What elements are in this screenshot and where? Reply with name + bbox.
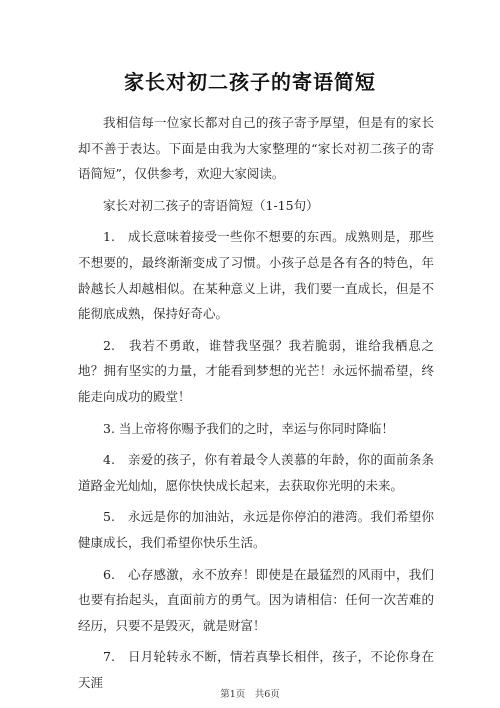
page-footer: 第1页 共6页	[220, 689, 280, 700]
quote-paragraph-2: 2. 我若不勇敢，谁替我坚强？我若脆弱，谁给我栖息之地？拥有坚实的力量，才能看到梦想的光芒！永远怀揣希望，终能走向成功的殿堂！	[78, 337, 434, 404]
document-title: 家长对初二孩子的寄语简短	[124, 70, 376, 94]
quote-paragraph-7: 7. 日月轮转永不断，情若真挚长相伴，孩子，不论你身在天涯	[78, 649, 434, 690]
quote-paragraph-3: 3. 当上帝将你赐予我们的之时，幸运与你同时降临！	[103, 420, 394, 436]
quote-paragraph-1: 1. 成长意味着接受一些你不想要的东西。成熟则是，那些不想要的，最终渐渐变成了习惯。小孩子总是各有各的特色，年龄越长人却越相似。在某种意义上讲，我们要一直成长，但是不能彻底成熟，保持好奇心。	[78, 229, 434, 322]
quote-paragraph-6: 6. 心存感激，永不放弃！即使是在最猛烈的风雨中，我们也要有抬起头，直面前方的勇气。因为请相信：任何一次苦难的经历，只要不是毁灭，就是财富！	[78, 566, 434, 633]
quote-paragraph-4: 4. 亲爱的孩子，你有着最令人羡慕的年龄，你的面前条条道路金光灿灿，愿你快快成长起来，去获取你光明的未来。	[78, 452, 434, 493]
document-body	[78, 110, 434, 701]
intro-paragraph: 我相信每一位家长都对自己的孩子寄予厚望，但是有的家长却不善于表达。下面是由我为大家整理的“家长对初二孩子的寄语简短”，仅供参考，欢迎大家阅读。	[78, 115, 434, 182]
section-heading: 家长对初二孩子的寄语简短（1-15句）	[103, 197, 319, 213]
quote-paragraph-5: 5. 永远是你的加油站，永远是你停泊的港湾。我们希望你健康成长，我们希望你快乐生活。	[78, 509, 434, 550]
